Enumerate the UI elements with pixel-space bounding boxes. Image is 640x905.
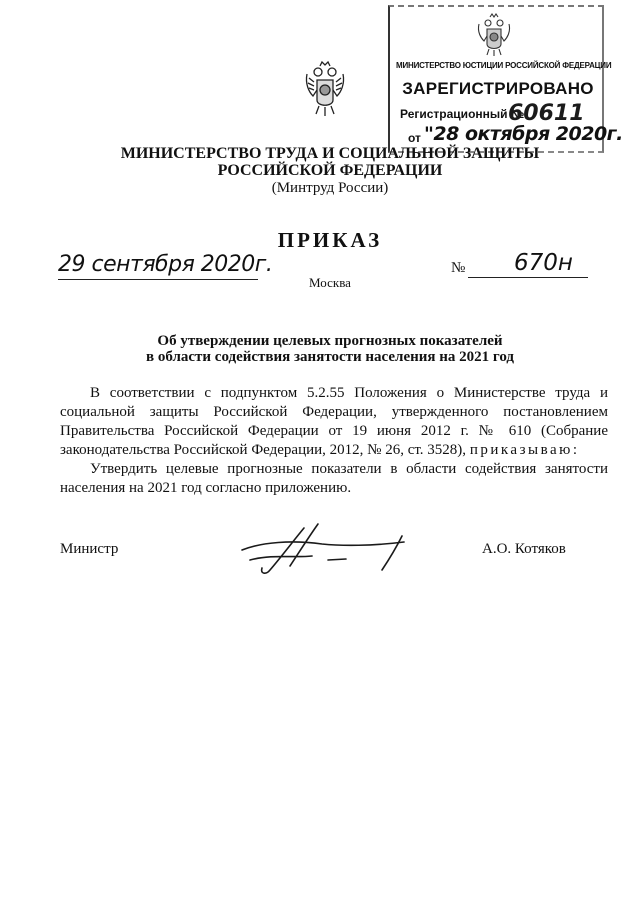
signer-name: А.О. Котяков <box>482 541 566 557</box>
body-paragraph-1 <box>60 384 608 460</box>
order-body <box>60 384 608 498</box>
registration-stamp <box>388 5 623 153</box>
stamp-date-value: "28 октября 2020г. <box>424 123 623 145</box>
subject-line1: Об утверждении целевых прогнозных показателей <box>157 333 503 349</box>
body-paragraph-2: Утвердить целевые прогнозные показатели в области содействия занятости населения на 2021 год согласно приложению. <box>60 461 608 496</box>
stamp-date-label: от <box>408 131 421 145</box>
coat-of-arms-icon <box>303 60 347 118</box>
stamp-regnum-value: 60611 <box>508 101 585 126</box>
ministry-short-name: (Минтруд России) <box>271 180 389 196</box>
body-action-word: приказываю: <box>469 442 580 458</box>
order-number-sign: № <box>451 260 466 276</box>
stamp-registered: ЗАРЕГИСТРИРОВАНО <box>402 79 594 98</box>
order-title: ПРИКАЗ <box>277 228 383 252</box>
stamp-regnum-label: Регистрационный № <box>400 107 525 121</box>
order-date: 29 сентября 2020г. <box>58 252 273 277</box>
subject-line2: в области содействия занятости населения на 2021 год <box>145 349 515 365</box>
stamp-ministry: МИНИСТЕРСТВО ЮСТИЦИИ РОССИЙСКОЙ ФЕДЕРАЦИИ <box>396 61 612 70</box>
ministry-name-line2: РОССИЙСКОЙ ФЕДЕРАЦИИ <box>217 162 443 179</box>
handwritten-signature <box>232 520 417 580</box>
signer-title: Министр <box>60 541 119 557</box>
stamp-coat-of-arms-icon <box>476 13 512 57</box>
body-paragraph-1-text: В соответствии с подпунктом 5.2.55 Положения о Министерстве труда и социальной защиты Российской Федерации, утвержденного постановлением Правительства Российской Федерации от 19 июня 2012 г. № 610 (Собрание законодательства Российской Федерации, 2012, № 26, ст. 3528), <box>60 385 608 458</box>
order-number: 670н <box>514 250 573 276</box>
ministry-name-line1: МИНИСТЕРСТВО ТРУДА И СОЦИАЛЬНОЙ ЗАЩИТЫ <box>120 145 540 162</box>
order-city: Москва <box>309 275 351 290</box>
